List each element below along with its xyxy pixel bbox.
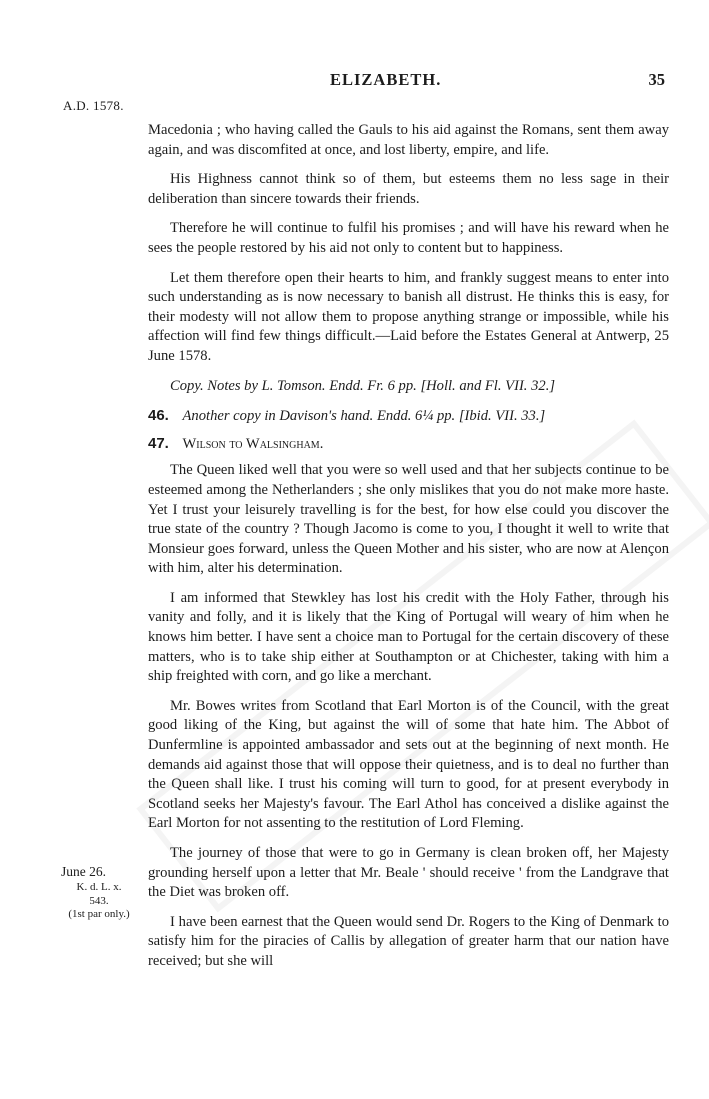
paragraph: His Highness cannot think so of them, but esteems them no less sage in their deliberation than sincere towards their friends.	[148, 171, 669, 207]
entry-47	[148, 434, 669, 455]
source-note-text: Copy. Notes by L. Tomson. Endd. Fr. 6 pp.	[170, 377, 417, 394]
entry-number: 46.	[148, 407, 169, 425]
letter-paragraph: I have been earnest that the Queen would send Dr. Rogers to the King of Denmark to satisfy him for the piracies of Callis by allegation of greater harm that our nation have received; but she will	[148, 913, 669, 969]
entry-ref: [Ibid. VII. 33.]	[458, 408, 546, 425]
entry-46	[148, 406, 669, 427]
letter-paragraph: I am informed that Stewkley has lost his credit with the Holy Father, through his vanity and folly, and it is likely that the King of Portugal will weary of him when he knows him better. I have sent a choice man to Portugal for the certain discovery of these matters, who is to take ship either at Southampton or at Chichester, taking with him a ship freighted with corn, and go like a merchant.	[148, 589, 669, 685]
entry-heading: Wilson to Walsingham.	[182, 435, 324, 452]
paragraph: Therefore he will continue to fulfil his promises ; and will have his reward when he sees the people restored by his aid not only to content but to happiness.	[148, 220, 669, 256]
entry-number: 47.	[148, 434, 169, 452]
letter-paragraph: Mr. Bowes writes from Scotland that Earl Morton is of the Council, with the great good liking of the King, but against the will of some that hate him. The Abbot of Dunfermline is appointed ambassador and sets out at the beginning of next month. He demands aid against those that will oppose their quietness, and is to deal no further than the Queen shall like. I trust his coming will turn to good, for at present everybody in Scotland seeks her Majesty's favour. The Earl Athol has conceived a dislike against the Earl Morton for not assenting to the restitution of Lord Fleming.	[148, 697, 669, 832]
paragraph: Macedonia ; who having called the Gauls to his aid against the Romans, sent them away again, and was discomfited at once, and lost liberty, empire, and life.	[148, 122, 669, 158]
margin-ref-line: (1st par only.)	[68, 908, 130, 920]
paragraph: Let them therefore open their hearts to him, and frankly suggest means to enter into such understanding as is now necessary to banish all distrust. He thinks this is easy, for their modesty will not allow them to propose anything strange or impossible, while his affection will find few things difficult.—Laid before the Estates General at Antwerp, 25 June 1578.	[148, 269, 669, 364]
running-title: ELIZABETH.	[330, 70, 442, 89]
entry-text: Another copy in Davison's hand. Endd. 6¼ pp.	[182, 408, 456, 425]
year-marker: A.D. 1578.	[63, 98, 124, 113]
page-number: 35	[648, 70, 665, 89]
running-head	[0, 70, 709, 92]
margin-reference	[57, 881, 141, 922]
margin-ref-line: K. d. L. x.	[76, 881, 122, 893]
margin-date: June 26.	[61, 864, 106, 879]
main-text	[148, 121, 669, 982]
letter-paragraph: The Queen liked well that you were so well used and that her subjects continue to be esteemed among the Netherlanders ; she only mislikes that you do not make more haste. Yet I trust your leisurely travelling is for the best, for how else could you discover the true state of the country ? Though Jacomo is come to you, I thought it well to write that Monsieur goes forward, unless the Queen Mother and his sister, who are now at Alençon with him, alter his determination.	[148, 462, 669, 577]
source-note-ref: [Holl. and Fl. VII. 32.]	[420, 377, 556, 394]
source-note	[148, 377, 669, 397]
letter-paragraph: The journey of those that were to go in Germany is clean broken off, her Majesty grounding herself upon a letter that Mr. Beale ' should receive ' from the Landgrave that the Diet was broken off.	[148, 845, 669, 901]
margin-ref-line: 543.	[89, 894, 109, 907]
